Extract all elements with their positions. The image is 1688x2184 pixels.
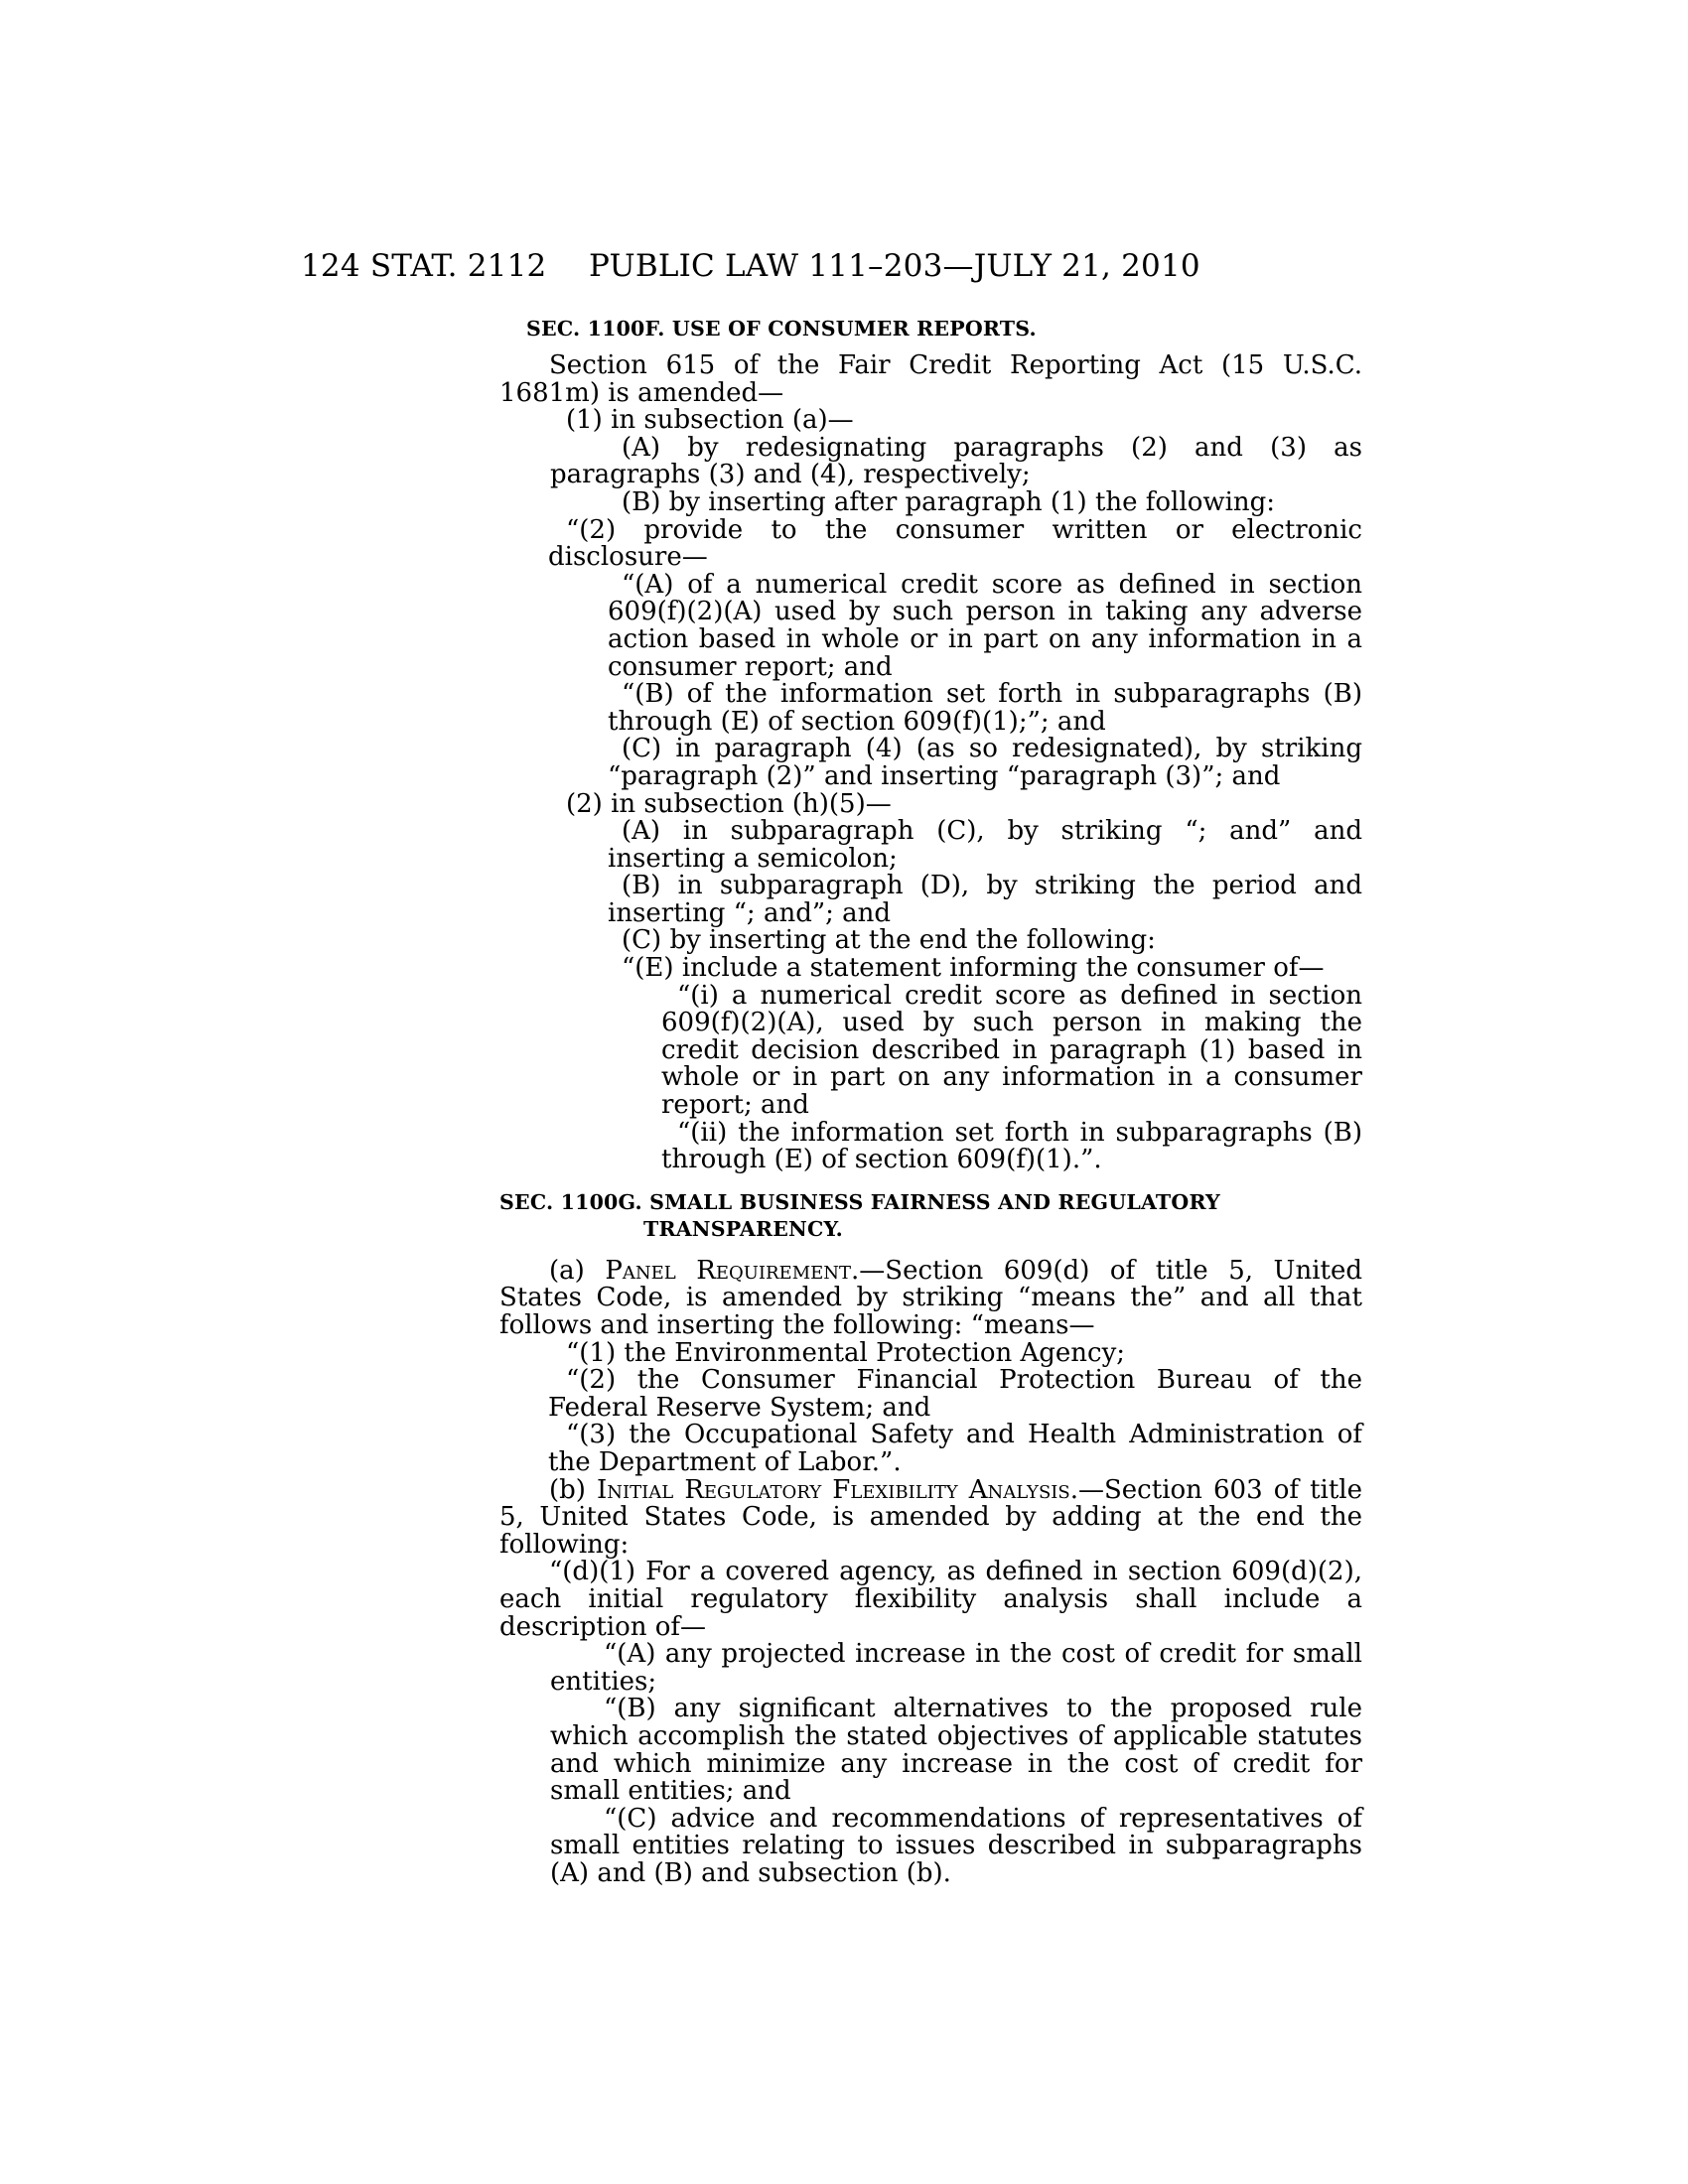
paragraph: (A) in subparagraph (C), by striking “; and” and inserting a semicolon; (608, 816, 1362, 874)
subsection-text: .—Section 603 of title 5, United States Code, is amended by adding at the end the following: (499, 1474, 1362, 1560)
page-number: 124 STAT. 2112 (301, 248, 547, 284)
subsection-label: (b) (549, 1474, 598, 1505)
paragraph: “(i) a numerical credit score as defined in section 609(f)(2)(A), used by such person in making the credit decision described in paragraph (1) based in whole or in part on any information in a consumer report; and (661, 980, 1362, 1121)
paragraph: (C) by inserting at the end the following: (622, 925, 1156, 956)
paragraph: “(2) the Consumer Financial Protection Bureau of the Federal Reserve System; and (548, 1365, 1362, 1423)
paragraph: (1) in subsection (a)— (566, 405, 854, 436)
subsection-caption: Initial Regulatory Flexibility Analysis (597, 1474, 1070, 1505)
paragraph (0, 1255, 1688, 1340)
paragraph: “(B) of the information set forth in subparagraphs (B) through (E) of section 609(f)(1);”; and (608, 679, 1362, 737)
paragraph: “(C) advice and recommendations of representatives of small entities relating to issues described in subparagraphs (A) and (B) and subsection (b). (550, 1803, 1362, 1888)
paragraph: “(d)(1) For a covered agency, as defined in section 609(d)(2), each initial regulatory flexibility analysis shall include a description of— (499, 1557, 1362, 1642)
paragraph: Section 615 of the Fair Credit Reporting Act (15 U.S.C. 1681m) is amended— (499, 350, 1362, 408)
subsection-text: .—Section 609(d) of title 5, United States Code, is amended by striking “means the” and all that follows and inserting the following: “means— (499, 1255, 1363, 1340)
paragraph: (B) by inserting after paragraph (1) the following: (622, 486, 1276, 517)
paragraph (0, 1474, 1688, 1560)
section-heading: SEC. 1100G. SMALL BUSINESS FAIRNESS AND REGULATORY TRANSPARENCY. (499, 1189, 1220, 1241)
paragraph: “(2) provide to the consumer written or electronic disclosure— (548, 514, 1362, 573)
running-title: PUBLIC LAW 111–203—JULY 21, 2010 (589, 248, 1200, 284)
paragraph: “(1) the Environmental Protection Agency; (566, 1337, 1126, 1368)
paragraph: (2) in subsection (h)(5)— (566, 788, 892, 819)
paragraph: (B) in subparagraph (D), by striking the period and inserting “; and”; and (608, 871, 1362, 928)
paragraph: “(3) the Occupational Safety and Health Administration of the Department of Labor.”. (548, 1420, 1362, 1477)
paragraph: “(E) include a statement informing the consumer of— (622, 953, 1325, 984)
paragraph: (C) in paragraph (4) (as so redesignated), by striking “paragraph (2)” and inserting “paragraph (3)”; and (608, 734, 1362, 791)
subsection-label: (a) (549, 1255, 606, 1286)
paragraph: “(ii) the information set forth in subparagraphs (B) through (E) of section 609(f)(1).”. (661, 1117, 1362, 1175)
paragraph: “(A) of a numerical credit score as defined in section 609(f)(2)(A) used by such person in taking any adverse action based in whole or in part on any information in a consumer report; and (608, 569, 1362, 682)
section-heading: SEC. 1100F. USE OF CONSUMER REPORTS. (526, 317, 1037, 341)
paragraph: “(A) any projected increase in the cost of credit for small entities; (550, 1639, 1362, 1697)
subsection-caption: Panel Requirement (605, 1255, 852, 1286)
paragraph: “(B) any significant alternatives to the proposed rule which accomplish the stated objectives of applicable statutes and which minimize any increase in the cost of credit for small entities; and (550, 1694, 1362, 1807)
paragraph: (A) by redesignating paragraphs (2) and (3) as paragraphs (3) and (4), respectively; (550, 432, 1362, 490)
document-body (0, 316, 1688, 1887)
